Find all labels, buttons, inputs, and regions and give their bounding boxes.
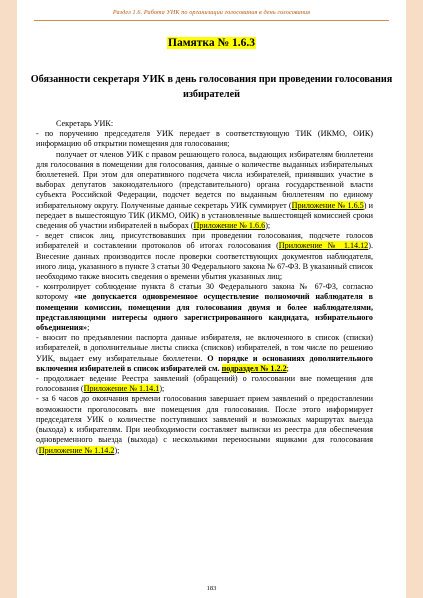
link-appendix-1-6-6[interactable]: Приложение № 1.6.6 [193, 221, 266, 231]
document-body [36, 119, 373, 456]
paragraph-5: - вносит по предъявлении паспорта данные избирателя, не включенного в список (списки) избирателей, в дополнительные листы списка (списков) избирателей, в том числе по решению УИК, выдает ему избирательные бюллетени. О порядке и основаниях дополнительного включения избирателей в список избирателей см. подраздел № 1.2.2; [36, 333, 373, 373]
paragraph-1: - по поручению председателя УИК передает в соответствующую ТИК (ИКМО, ОИК) информацию об открытии помещения для голосования; [36, 129, 373, 149]
link-appendix-1-14-1[interactable]: Приложение № 1.14.1 [83, 384, 160, 394]
link-appendix-1-14-2[interactable]: Приложение № 1.14.2 [38, 445, 115, 455]
intro-line: Секретарь УИК: [56, 119, 114, 128]
link-subsection-1-2-2[interactable]: подраздел № 1.2.2 [221, 363, 287, 373]
paragraph-2: получает от членов УИК с правом решающего голоса, выдающих избирателям бюллетени для голосования в помещении для голосования, данные о количестве выданных избирательных бюллетеней. При этом для оперативного подсчета числа избирателей, принявших участие в выборах депутатов законодательного (представительного) органа государственной власти субъекта Российской Федерации, подсчет ведется по выданным бюллетеням по единому избирательному округу. Полученные данные секретарь УИК суммирует (Приложение № 1.6.5) и передает в вышестоящую ТИК (ИКМО, ОИК) в установленные вышестоящей комиссией сроки сведения об участии избирателей в выборах (Приложение № 1.6.6); [36, 149, 373, 231]
header-divider [34, 20, 389, 21]
memo-title [0, 33, 423, 51]
paragraph-7: - за 6 часов до окончания времени голосования завершает прием заявлений о предоставлении возможности проголосовать вне помещения для голосования. После этого информирует председателя УИК о количестве поступивших заявлений и возможных маршрутах выезда (выхода) к избирателям. При необходимости составляет выписки из реестра для обеспечения одновременного выезда (выхода) с несколькими переносными ящиками для голосования (Приложение № 1.14.2); [36, 394, 373, 455]
left-margin-band [0, 0, 17, 598]
link-appendix-1-6-5[interactable]: Приложение № 1.6.5 [291, 200, 364, 210]
paragraph-6: - продолжает ведение Реестра заявлений (обращений) о голосовании вне помещения для голосования (Приложение № 1.14.1); [36, 374, 373, 394]
document-title: Обязанности секретаря УИК в день голосования при проведении голосования избирателей [30, 74, 393, 100]
quote-bold: «не допускается одновременное осуществление полномочий наблюдателя в помещении комиссии, помещении для голосования двумя и более наблюдателями, представляющими интересы одного зарегистрированного кандидата, избирательного объединения» [36, 292, 373, 333]
page-number: 183 [206, 585, 217, 592]
memo-title-text: Памятка № 1.6.3 [168, 37, 255, 49]
paragraph-3: - ведет список лиц, присутствовавших при проведении голосования, подсчете голосов избирателей и составлении протоколов об итогах голосования (Приложение № 1.14.12). Внесение данных производится после проверки соответствующих документов наблюдателя, иного лица, указанного в пункте 3 статьи 30 Федерального закона № 67-ФЗ. В указанный список необходимо также вносить сведения о времени убытия указанных лиц; [36, 231, 373, 282]
right-margin-band [406, 0, 423, 598]
link-appendix-1-14-12[interactable]: Приложение № 1.14.12 [278, 241, 369, 251]
running-header: Раздел 1.6. Работа УИК по организации голосования в день голосования [112, 9, 311, 16]
paragraph-4: - контролирует соблюдение пункта 8 статьи 30 Федерального закона № 67-ФЗ, согласно которому «не допускается одновременное осуществление полномочий наблюдателя в помещении комиссии, помещении для голосования двумя и более наблюдателями, представляющими интересы одного зарегистрированного кандидата, избирательного объединения»; [36, 282, 373, 333]
